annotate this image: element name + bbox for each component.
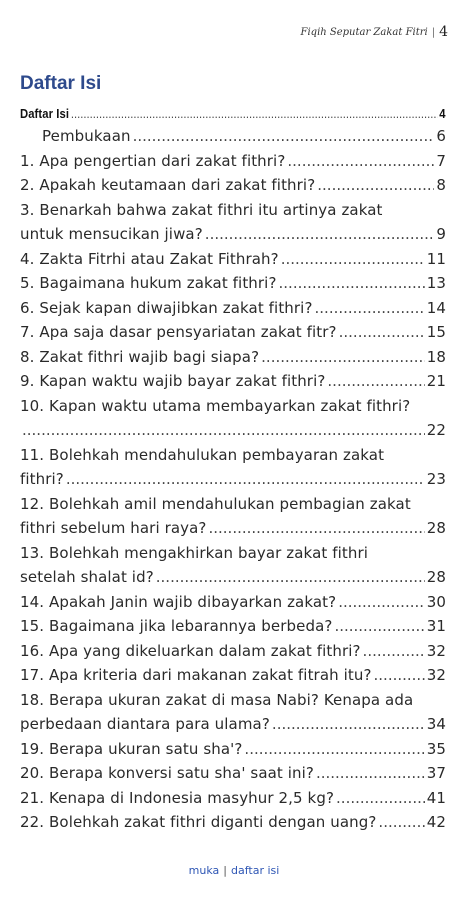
toc-entry-label: 15. Bagaimana jika lebarannya berbeda?	[20, 617, 333, 635]
toc-entry[interactable]	[20, 443, 446, 468]
toc-entry-page: 41	[426, 788, 446, 807]
toc-entry[interactable]	[20, 492, 446, 517]
toc-entry[interactable]	[20, 810, 446, 835]
toc-entry-page: 11	[426, 249, 446, 268]
toc-entry-label: fithri?	[20, 470, 64, 488]
running-header	[301, 24, 448, 40]
toc-entry-label: 17. Apa kriteria dari makanan zakat fitrah itu?	[20, 666, 372, 684]
footer-nav	[0, 864, 468, 877]
dot-leader	[71, 104, 438, 124]
toc-entry-label: 13. Bolehkah mengakhirkan bayar zakat fithri	[20, 543, 368, 562]
toc-entry[interactable]	[20, 198, 446, 223]
toc-entry-label: 22. Bolehkah zakat fithri diganti dengan uang?	[20, 813, 377, 831]
toc-entry[interactable]	[20, 271, 446, 296]
footer-divider: |	[223, 864, 227, 877]
toc-entry-label: 6. Sejak kapan diwajibkan zakat fithri?	[20, 298, 313, 317]
toc-entry-label: untuk mensucikan jiwa?	[20, 225, 203, 243]
dot-leader	[316, 761, 425, 786]
toc-entry-label: fithri sebelum hari raya?	[20, 519, 207, 537]
table-of-contents	[20, 104, 446, 835]
dot-leader	[336, 786, 425, 811]
toc-entry-page: 22	[426, 421, 446, 439]
toc-entry[interactable]	[20, 247, 446, 272]
dot-leader	[334, 614, 424, 639]
toc-entry-page: 35	[426, 739, 446, 758]
toc-entry-label: perbedaan diantara para ulama?	[20, 715, 270, 733]
toc-entry-page: 13	[426, 274, 446, 292]
toc-entry[interactable]	[20, 761, 446, 786]
toc-entry-label: 21. Kenapa di Indonesia masyhur 2,5 kg?	[20, 788, 335, 807]
toc-entry-label: 5. Bagaimana hukum zakat fithri?	[20, 274, 277, 292]
toc-entry-page: 15	[426, 323, 446, 341]
toc-entry-page: 7	[436, 151, 446, 170]
toc-entry[interactable]	[20, 688, 446, 713]
toc-entry[interactable]	[20, 614, 446, 639]
toc-entry[interactable]	[20, 345, 446, 370]
toc-entry-page: 32	[426, 666, 446, 684]
dot-leader	[339, 320, 425, 345]
page-number: 4	[439, 24, 448, 40]
toc-entry-label: 18. Berapa ukuran zakat di masa Nabi? Kenapa ada	[20, 690, 414, 709]
toc-entry-label: 11. Bolehkah mendahulukan pembayaran zakat	[20, 445, 385, 464]
toc-entry-label: 1. Apa pengertian dari zakat fithri?	[20, 151, 286, 170]
toc-entry-label: 12. Bolehkah amil mendahulukan pembagian zakat	[20, 494, 411, 513]
toc-entry-page: 34	[426, 715, 446, 733]
book-title: Fiqih Seputar Zakat Fitri	[300, 26, 428, 38]
toc-entry-label: 3. Benarkah bahwa zakat fithri itu artinya zakat	[20, 200, 383, 219]
toc-entry-page: 6	[436, 127, 446, 145]
toc-entry-label: Daftar Isi	[20, 107, 70, 121]
toc-entry-page: 23	[426, 470, 446, 488]
toc-entry-continuation[interactable]	[20, 467, 446, 492]
toc-entry-label: 10. Kapan waktu utama membayarkan zakat fithri?	[20, 396, 411, 415]
toc-link[interactable]: daftar isi	[231, 864, 280, 877]
toc-entry[interactable]	[20, 173, 446, 198]
header-divider: |	[431, 26, 436, 38]
dot-leader	[66, 467, 425, 492]
toc-entry[interactable]	[20, 369, 446, 394]
toc-entry-page: 21	[426, 372, 446, 390]
toc-entry[interactable]	[20, 541, 446, 566]
toc-entry-page: 42	[426, 813, 446, 831]
toc-entry-page: 32	[426, 641, 446, 660]
toc-entry[interactable]	[20, 639, 446, 664]
toc-entry-continuation[interactable]	[20, 712, 446, 737]
toc-entry[interactable]	[20, 124, 446, 149]
toc-entry[interactable]	[20, 590, 446, 615]
toc-entry-label: 4. Zakta Fitrhi atau Zakat Fithrah?	[20, 249, 279, 268]
toc-entry-page: 18	[426, 347, 446, 366]
dot-leader	[374, 663, 425, 688]
toc-entry-label: setelah shalat id?	[20, 568, 154, 586]
toc-entry-page: 31	[426, 617, 446, 635]
dot-leader	[208, 516, 424, 541]
dot-leader	[378, 810, 424, 835]
toc-entry-label: 8. Zakat fithri wajib bagi siapa?	[20, 347, 260, 366]
dot-leader	[156, 565, 425, 590]
toc-entry-label: 14. Apakah Janin wajib dibayarkan zakat?	[20, 592, 337, 611]
home-link[interactable]: muka	[188, 864, 220, 877]
toc-entry-continuation[interactable]	[20, 565, 446, 590]
toc-entry-page: 14	[426, 298, 446, 317]
dot-leader	[22, 418, 425, 443]
toc-entry-label: 2. Apakah keutamaan dari zakat fithri?	[20, 176, 316, 194]
toc-entry-continuation[interactable]	[20, 418, 446, 443]
dot-leader	[338, 590, 425, 615]
dot-leader	[205, 222, 435, 247]
dot-leader	[272, 712, 425, 737]
toc-entry[interactable]	[20, 737, 446, 762]
dot-leader	[317, 173, 434, 198]
toc-entry-continuation[interactable]	[20, 222, 446, 247]
toc-entry[interactable]	[20, 149, 446, 174]
dot-leader	[281, 247, 425, 272]
toc-entry-page: 4	[439, 107, 446, 121]
dot-leader	[327, 369, 424, 394]
dot-leader	[244, 737, 424, 762]
toc-entry-page: 30	[426, 592, 446, 611]
toc-entry-label: 20. Berapa konversi satu sha' saat ini?	[20, 764, 314, 782]
toc-entry[interactable]	[20, 296, 446, 321]
toc-entry-page: 37	[426, 764, 446, 782]
toc-entry[interactable]	[20, 320, 446, 345]
dot-leader	[363, 639, 425, 664]
toc-entry-page: 28	[426, 568, 446, 586]
toc-entry-label: 16. Apa yang dikeluarkan dalam zakat fithri?	[20, 641, 361, 660]
toc-entry[interactable]	[20, 663, 446, 688]
toc-entry-label: Pembukaan	[42, 127, 131, 145]
dot-leader	[261, 345, 425, 370]
toc-entry[interactable]	[20, 394, 446, 419]
toc-entry-label: 19. Berapa ukuran satu sha'?	[20, 739, 243, 758]
toc-entry-continuation[interactable]	[20, 516, 446, 541]
toc-entry-page: 8	[436, 176, 446, 194]
toc-title: Daftar Isi	[20, 73, 102, 94]
dot-leader	[279, 271, 425, 296]
dot-leader	[133, 124, 435, 149]
toc-entry-label: 7. Apa saja dasar pensyariatan zakat fitr?	[20, 323, 337, 341]
toc-entry[interactable]	[20, 786, 446, 811]
toc-entry-page: 9	[436, 225, 446, 243]
toc-entry-daftar-isi[interactable]	[20, 104, 446, 124]
dot-leader	[287, 149, 434, 174]
dot-leader	[315, 296, 425, 321]
toc-entry-label: 9. Kapan waktu wajib bayar zakat fithri?	[20, 372, 326, 390]
toc-entry-page: 28	[426, 519, 446, 537]
